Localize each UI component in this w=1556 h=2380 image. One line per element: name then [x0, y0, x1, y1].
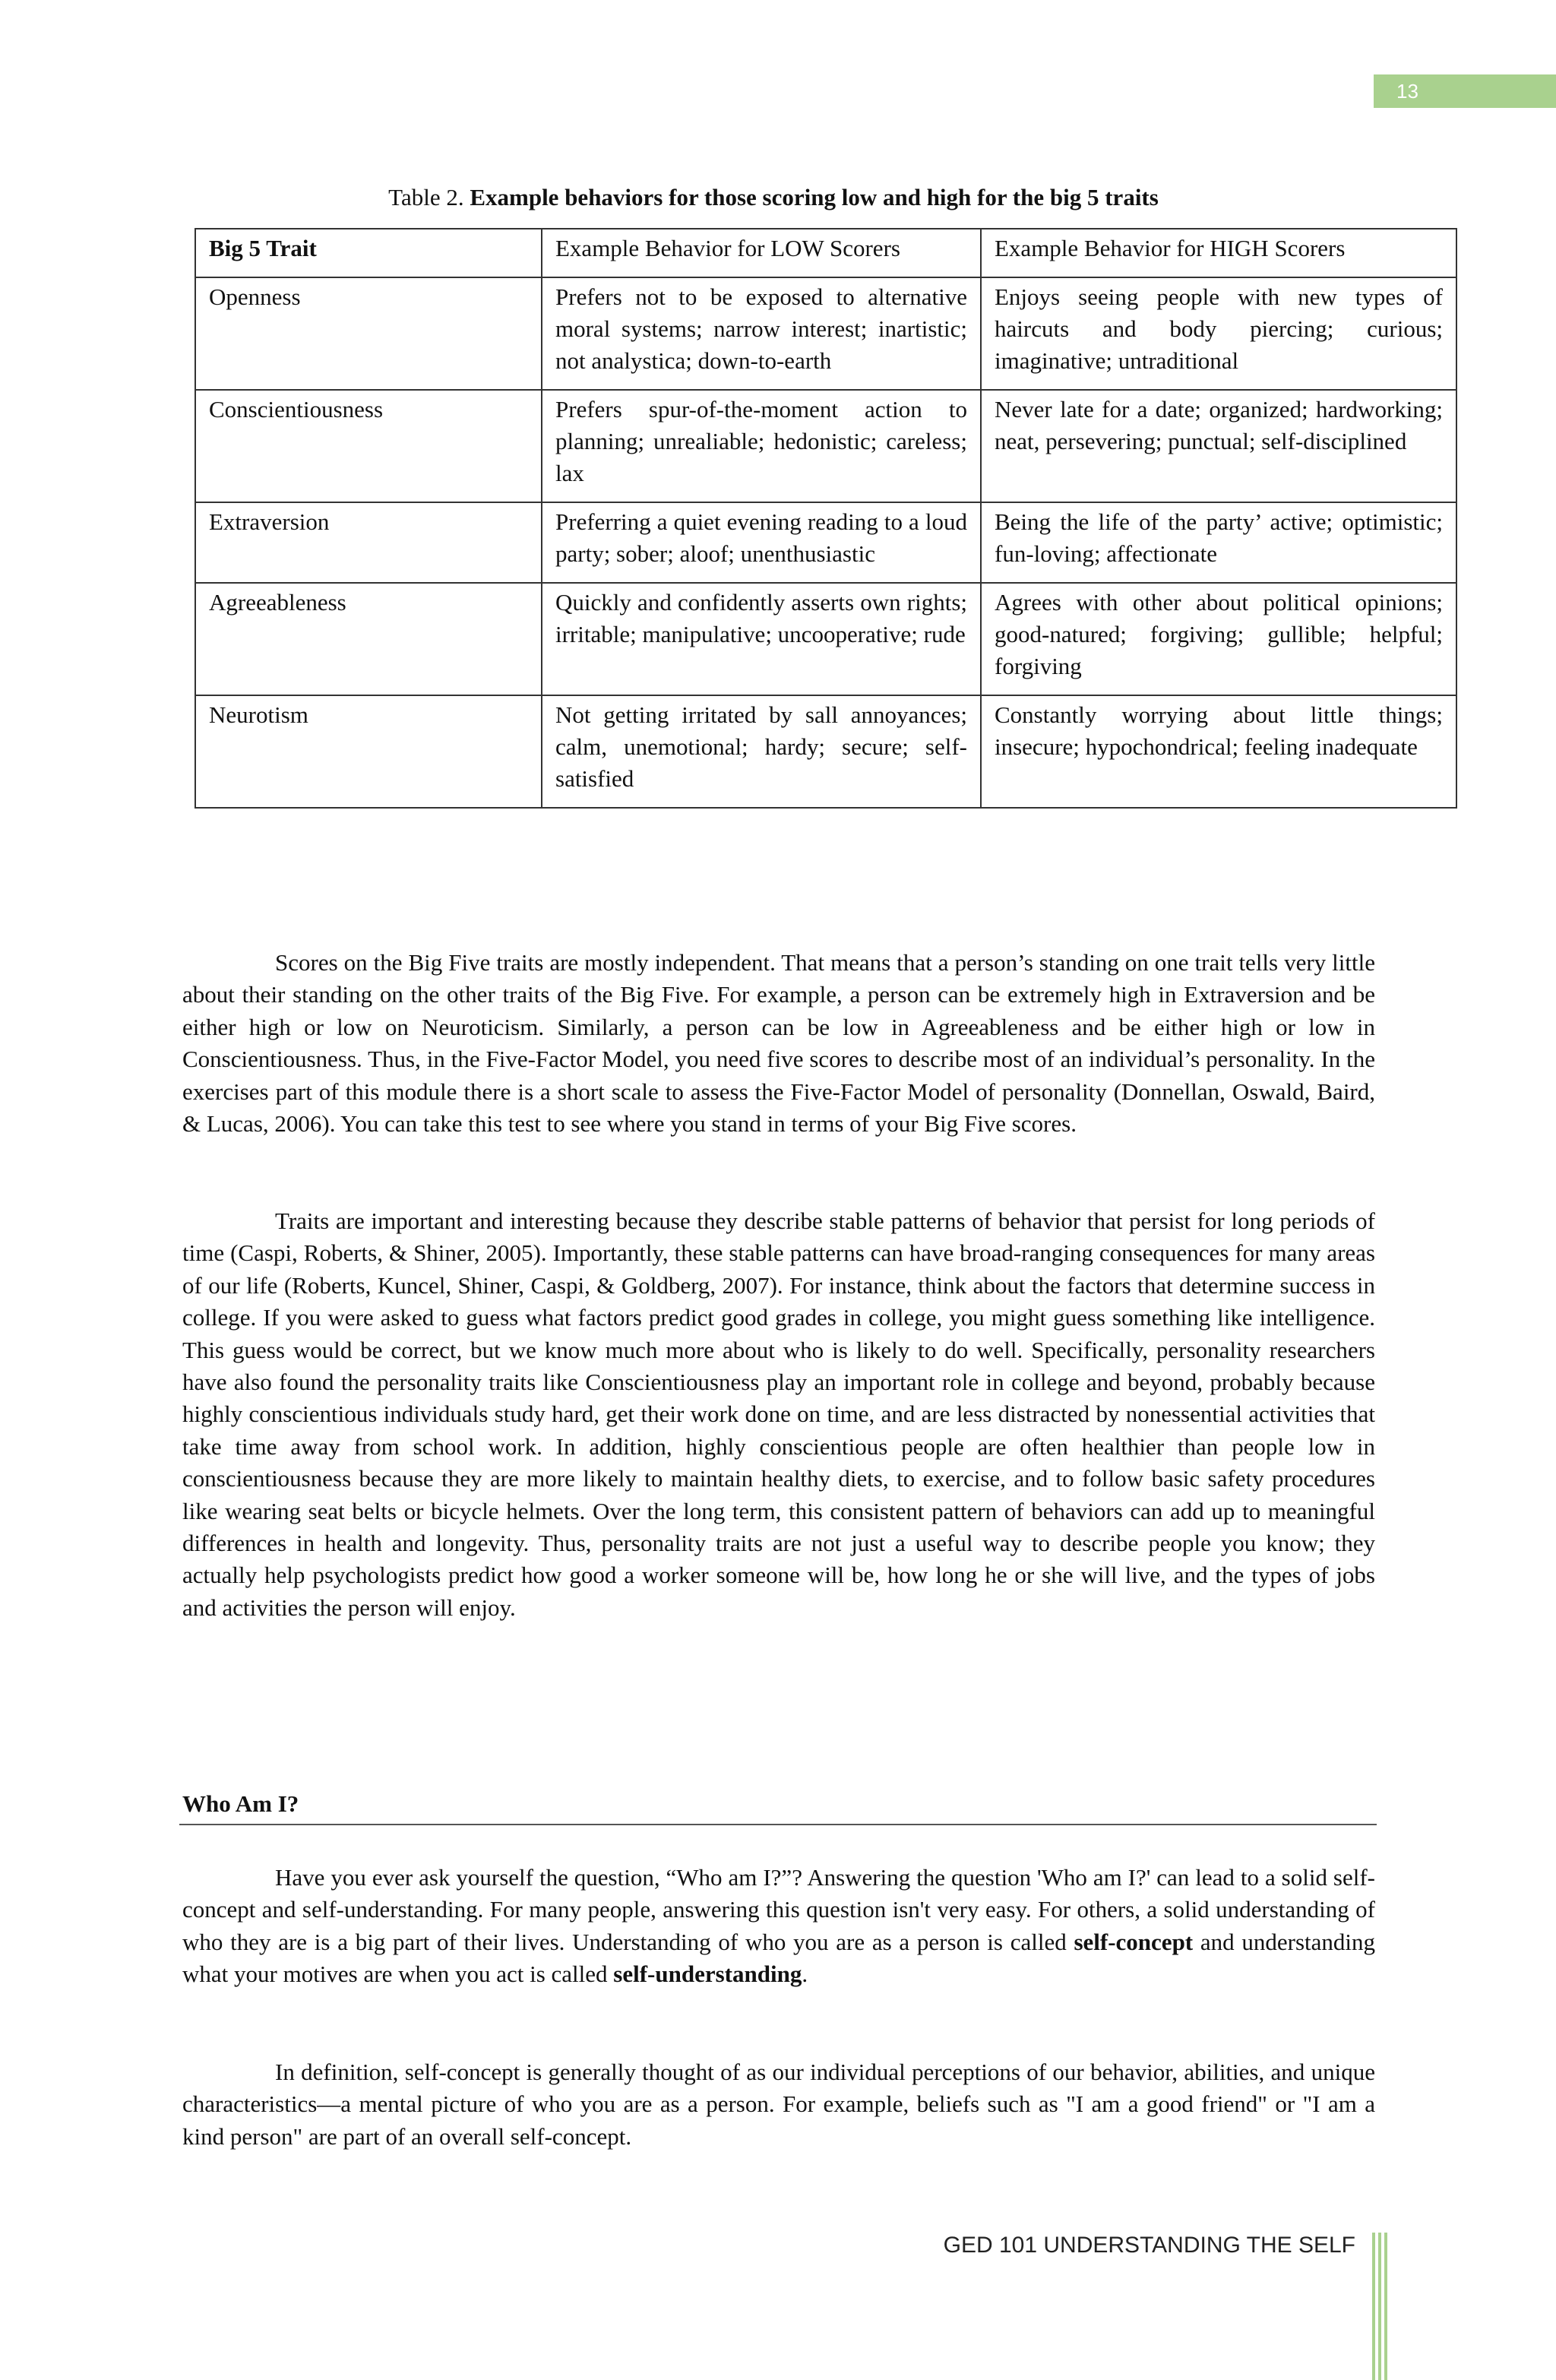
low-cell: Preferring a quiet evening reading to a loud party; sober; aloof; unenthusiastic: [542, 502, 981, 583]
footer-accent-bar: [1384, 2233, 1387, 2380]
page-number: 13: [1374, 74, 1556, 108]
high-cell: Constantly worrying about little things; insecure; hypochondrical; feeling inadequate: [981, 695, 1456, 808]
footer-accent-bar: [1372, 2233, 1375, 2380]
trait-cell: Extraversion: [195, 502, 542, 583]
footer-accent-bar: [1378, 2233, 1381, 2380]
trait-cell: Conscientiousness: [195, 390, 542, 502]
paragraph-traits-importance: Traits are important and interesting because they describe stable patterns of behavior that persist for long periods of time (Caspi, Roberts, & Shiner, 2005). Importantly, these stable patterns can have broad-ranging consequences for many areas of our life (Roberts, Kuncel, Shiner, Caspi, & Goldberg, 2007). For instance, think about the factors that determine success in college. If you were asked to guess what factors predict good grades in college, you might guess something like intelligence. This guess would be correct, but we know much more about who is likely to do well. Specifically, personality researchers have also found the personality traits like Conscientiousness play an important role in college and beyond, probably because highly conscientious individuals study hard, get their work done on time, and are less distracted by nonessential activities that take time away from school work. In addition, highly conscientious people are often healthier than people low in conscientiousness because they are more likely to maintain healthy diets, to exercise, and to follow basic safety procedures like wearing seat belts or bicycle helmets. Over the long term, this consistent pattern of behaviors can add up to meaningful differences in health and longevity. Thus, personality traits are not just a useful way to describe people you know; they actually help psychologists predict how good a worker someone will be, how long he or she will live, and the types of jobs and activities the person will enjoy.: [182, 1207, 1375, 1621]
section-heading: Who Am I?: [182, 1790, 299, 1817]
table-caption: [194, 182, 1352, 213]
header-high: Example Behavior for HIGH Scorers: [981, 229, 1456, 277]
high-cell: Being the life of the party’ active; optimistic; fun-loving; affectionate: [981, 502, 1456, 583]
low-cell: Quickly and confidently asserts own rights; irritable; manipulative; uncooperative; rude: [542, 583, 981, 695]
header-trait: Big 5 Trait: [195, 229, 542, 277]
trait-cell: Neurotism: [195, 695, 542, 808]
header-low: Example Behavior for LOW Scorers: [542, 229, 981, 277]
low-cell: Prefers spur-of-the-moment action to planning; unrealiable; hedonistic; careless; lax: [542, 390, 981, 502]
high-cell: Agrees with other about political opinions; good-natured; forgiving; gullible; helpful; forgiving: [981, 583, 1456, 695]
table-row: [195, 583, 1456, 695]
table-row: [195, 277, 1456, 390]
table-row: [195, 390, 1456, 502]
footer-course-title: GED 101 UNDERSTANDING THE SELF: [943, 2233, 1355, 2258]
table-caption-prefix: Table 2.: [388, 184, 464, 210]
paragraph-who-am-i: [182, 1862, 1375, 1991]
table-caption-title: Example behaviors for those scoring low and high for the big 5 traits: [470, 184, 1159, 210]
paragraph-text: .: [802, 1961, 808, 1988]
high-cell: Never late for a date; organized; hardworking; neat, persevering; punctual; self-disciplined: [981, 390, 1456, 502]
table-row: [195, 695, 1456, 808]
trait-cell: Openness: [195, 277, 542, 390]
table-header-row: [195, 229, 1456, 277]
paragraph-text: and understanding what your motives are when you act is called: [182, 1928, 1376, 1988]
trait-cell: Agreeableness: [195, 583, 542, 695]
paragraph-definition: In definition, self-concept is generally thought of as our individual perceptions of our behavior, abilities, and unique characteristics—a mental picture of who you are as a person. For example, beliefs such as "I am a good friend" or "I am a kind person" are part of an overall self-concept.: [182, 2059, 1375, 2150]
term-self-understanding: self-understanding: [613, 1961, 802, 1988]
low-cell: Prefers not to be exposed to alternative moral systems; narrow interest; inartistic; not analystica; down-to-earth: [542, 277, 981, 390]
low-cell: Not getting irritated by sall annoyances; calm, unemotional; hardy; secure; self-satisfied: [542, 695, 981, 808]
section-divider: [179, 1824, 1377, 1825]
table-row: [195, 502, 1456, 583]
paragraph-independence: Scores on the Big Five traits are mostly independent. That means that a person’s standing on one trait tells very little about their standing on the other traits of the Big Five. For example, a person can be extremely high in Extraversion and be either high or low on Neuroticism. Similarly, a person can be low in Agreeableness and be either high or low in Conscientiousness. Thus, in the Five-Factor Model, you need five scores to describe most of an individual’s personality. In the exercises part of this module there is a short scale to assess the Five-Factor Model of personality (Donnellan, Oswald, Baird, & Lucas, 2006). You can take this test to see where you stand in terms of your Big Five scores.: [182, 949, 1375, 1138]
paragraph-text: Have you ever ask yourself the question, “Who am I?”? Answering the question 'Who am I?' can lead to a solid self-concept and self-understanding. For many people, answering this question isn't very easy. For others, a solid understanding of who they are is a big part of their lives. Understanding of who you are as a person is called: [182, 1864, 1375, 1955]
term-self-concept: self-concept: [1074, 1928, 1194, 1955]
big-five-table: [194, 228, 1457, 809]
high-cell: Enjoys seeing people with new types of haircuts and body piercing; curious; imaginative; untraditional: [981, 277, 1456, 390]
